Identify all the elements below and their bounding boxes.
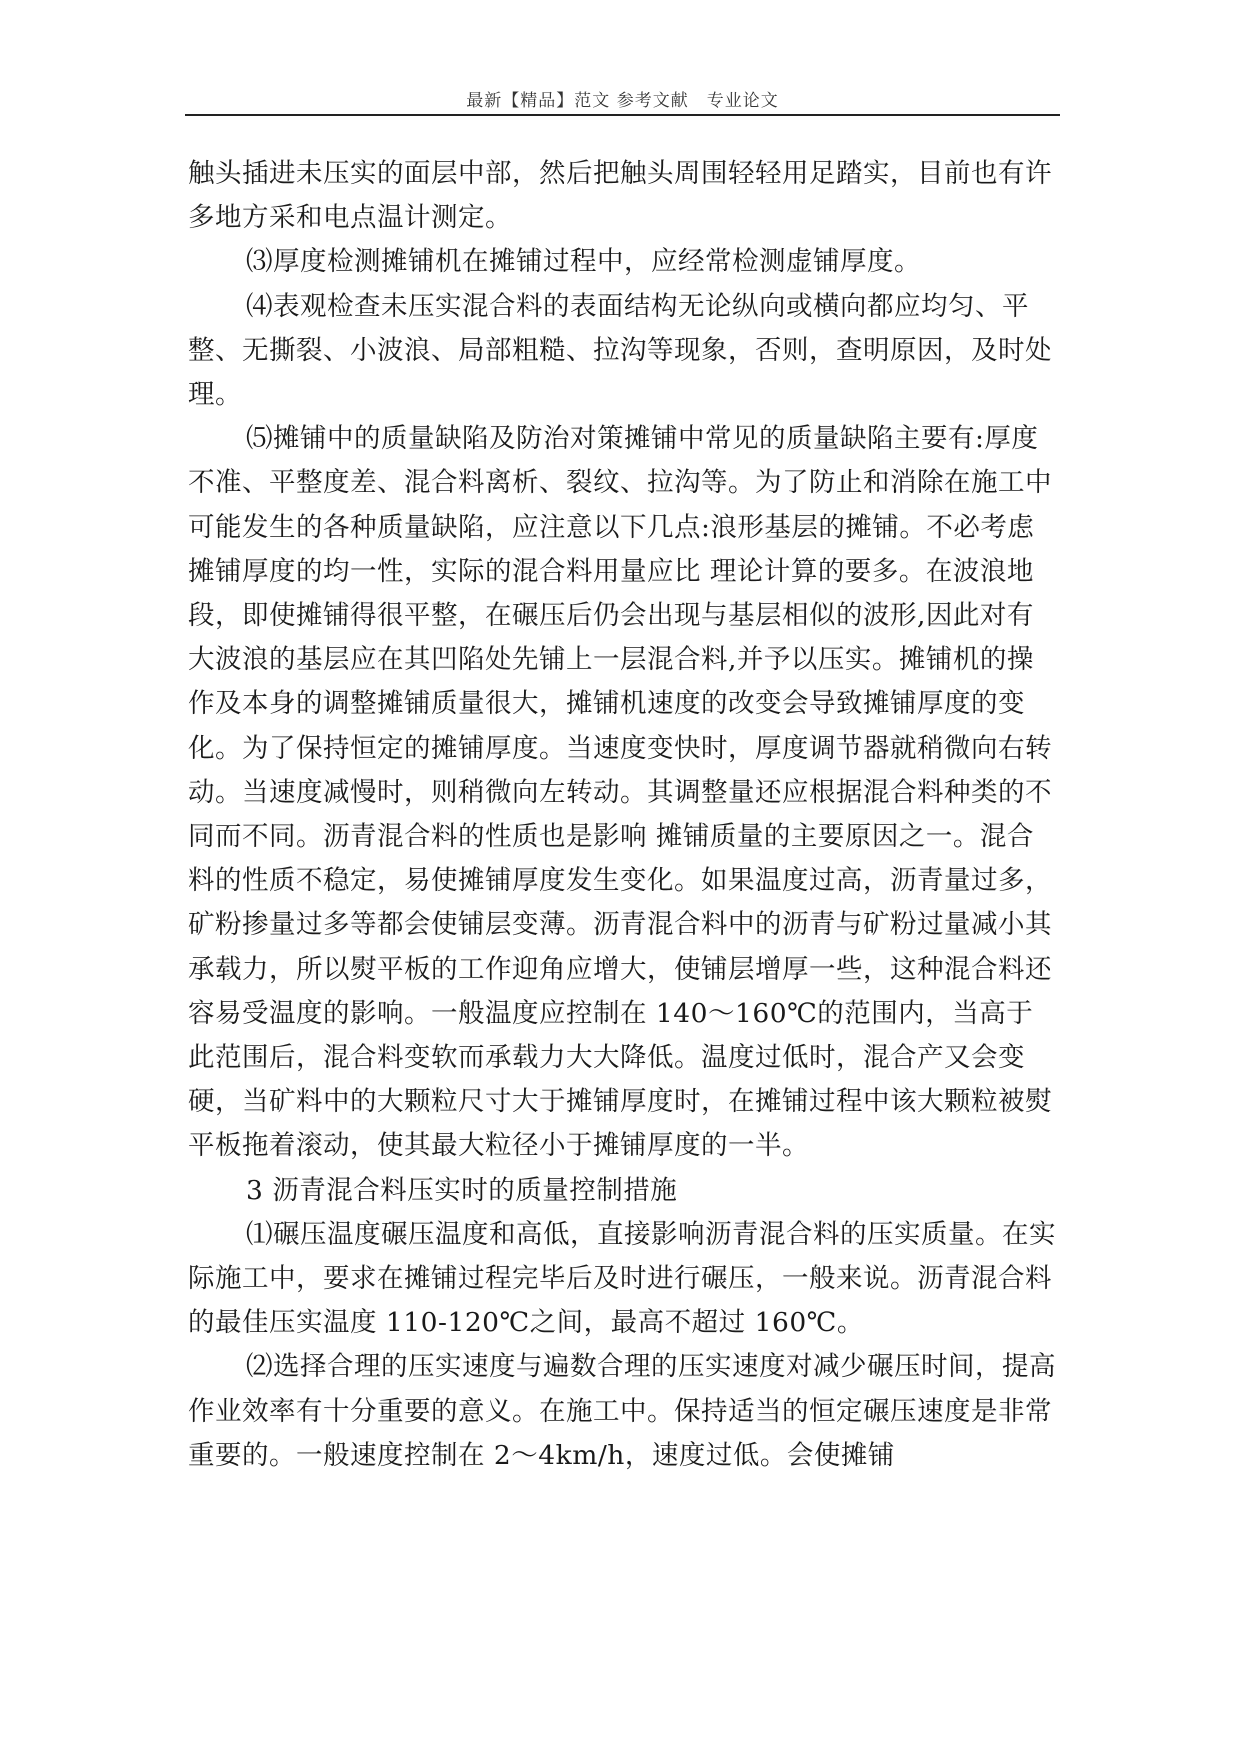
paragraph: ⑷表观检查未压实混合料的表面结构无论纵向或横向都应均匀、平整、无撕裂、小波浪、局部粗糙、拉沟等现象，否则，查明原因，及时处理。 xyxy=(188,290,1052,411)
paragraph: 触头插进未压实的面层中部，然后把触头周围轻轻用足踏实，目前也有许多地方采和电点温计测定。 xyxy=(188,158,1052,234)
paragraph: ⑸摊铺中的质量缺陷及防治对策摊铺中常见的质量缺陷主要有:厚度不准、平整度差、混合料离析、裂纹、拉沟等。为了防止和消除在施工中可能发生的各种质量缺陷，应注意以下几点:浪形基层的摊铺。不必考虑摊铺厚度的均一性，实际的混合料用量应比 理论计算的要多。在波浪地段，即使摊铺得很平整，在碾压后仍会出现与基层相似的波形,因此对有大波浪的基层应在其凹陷处先铺上一层混合料,并予以压实。摊铺机的操作及本身的调整摊铺质量很大，摊铺机速度的改变会导致摊铺厚度的变化。为了保持恒定的摊铺厚度。当速度变快时，厚度调节器就稍微向右转动。当速度减慢时，则稍微向左转动。其调整量还应根据混合料种类的不同而不同。沥青混合料的性质也是影响 摊铺质量的主要原因之一。混合料的性质不稳定，易使摊铺厚度发生变化。如果温度过高，沥青量过多，矿粉掺量过多等都会使铺层变薄。沥青混合料中的沥青与矿粉过量减小其承载力，所以熨平板的工作迎角应增大，使铺层增厚一些，这种混合料还容易受温度的影响。一般温度应控制在 140～160℃的范围内，当高于此范围后，混合料变软而承载力大大降低。温度过低时，混合产又会变硬，当矿料中的大颗粒尺寸大于摊铺厚度时，在摊铺过程中该大颗粒被熨平板拖着滚动，使其最大粒径小于摊铺厚度的一半。 xyxy=(188,423,1052,1162)
paragraph: ⑶厚度检测摊铺机在摊铺过程中，应经常检测虚铺厚度。 xyxy=(246,246,921,278)
section-heading: 3 沥青混合料压实时的质量控制措施 xyxy=(246,1174,678,1206)
paragraph: ⑵选择合理的压实速度与遍数合理的压实速度对减少碾压时间，提高作业效率有十分重要的意义。在施工中。保持适当的恒定碾压速度是非常重要的。一般速度控制在 2～4km/h，速度过低。会使摊铺 xyxy=(188,1351,1056,1471)
page-header: 最新【精品】范文 参考文献 专业论文 xyxy=(466,91,779,111)
header-divider xyxy=(185,114,1060,116)
document-body xyxy=(188,152,1058,1478)
paragraph: ⑴碾压温度碾压温度和高低，直接影响沥青混合料的压实质量。在实际施工中，要求在摊铺过程完毕后及时进行碾压，一般来说。沥青混合料的最佳压实温度 110-120℃之间，最高不超过 160℃。 xyxy=(188,1218,1056,1339)
